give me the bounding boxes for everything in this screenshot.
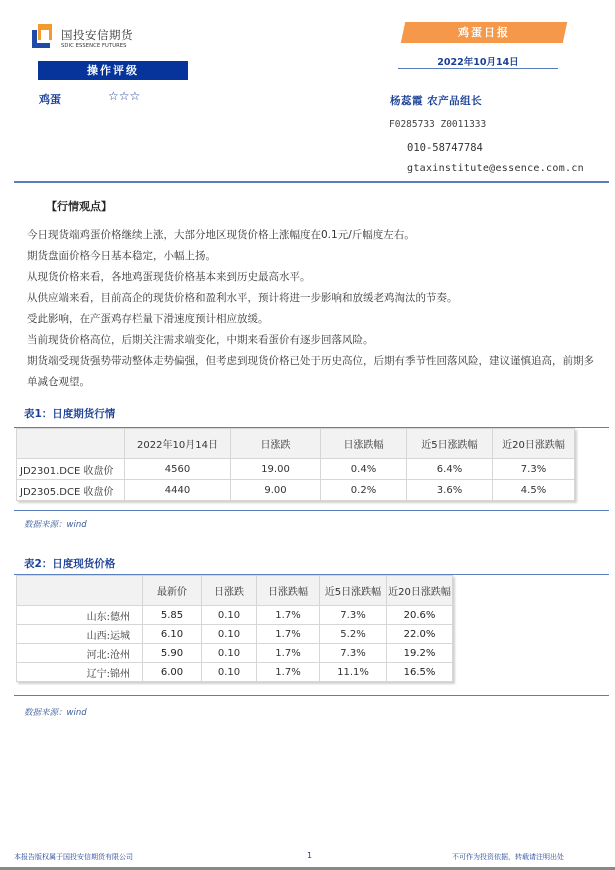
change-20d-pct: 19.2%: [387, 644, 453, 663]
contact-phone: 010-58747784: [407, 142, 483, 154]
column-header: 日涨跌幅: [257, 576, 320, 606]
table1-caption: 表1：日度期货行情: [24, 408, 116, 420]
daily-change-pct: 1.7%: [257, 625, 320, 644]
daily-change-pct: 1.7%: [257, 663, 320, 682]
company-logo: [32, 24, 152, 54]
column-header: [17, 429, 125, 459]
close-price: 4440: [125, 480, 231, 501]
column-header: 近5日涨跌幅: [407, 429, 493, 459]
spot-prices-table: [16, 575, 453, 682]
page-number: 1: [307, 851, 313, 860]
commentary-paragraph: 期货盘面价格今日基本稳定，小幅上扬。: [27, 250, 216, 262]
disclaimer-notice: 不可作为投资依据，转载请注明出处: [452, 853, 564, 861]
column-header: 日涨跌幅: [321, 429, 407, 459]
market-view-heading: 【行情观点】: [46, 200, 112, 213]
table-row: [17, 644, 453, 663]
column-header: 最新价: [143, 576, 202, 606]
daily-change-pct: 0.2%: [321, 480, 407, 501]
change-5d-pct: 6.4%: [407, 459, 493, 480]
close-price: 4560: [125, 459, 231, 480]
commentary-paragraph: 从现货价格来看，各地鸡蛋现货价格基本来到历史最高水平。: [27, 271, 311, 283]
change-5d-pct: 7.3%: [320, 644, 387, 663]
change-20d-pct: 20.6%: [387, 606, 453, 625]
table-row: [17, 625, 453, 644]
column-header: 日涨跌: [202, 576, 257, 606]
daily-change: 9.00: [231, 480, 321, 501]
column-header: [17, 576, 143, 606]
table2-bottom-divider: [14, 695, 609, 696]
column-header: 近20日涨跌幅: [387, 576, 453, 606]
daily-change: 0.10: [202, 606, 257, 625]
contact-email[interactable]: gtaxinstitute@essence.com.cn: [407, 163, 584, 174]
commentary-paragraph: 期货端受现货强势带动整体走势偏强，但考虑到现货价格已处于历史高位，后期有季节性回落风险，建议谨慎追高，前期多单减仓观望。: [27, 355, 594, 388]
rating-label-bar: 操作评级: [38, 61, 188, 80]
daily-change: 0.10: [202, 663, 257, 682]
change-20d-pct: 22.0%: [387, 625, 453, 644]
logo-text-cn: 国投安信期货: [61, 28, 133, 42]
table-row: [17, 459, 575, 480]
region-label: 山东:德州: [17, 606, 143, 625]
header-divider: [14, 181, 609, 183]
contract-label: JD2301.DCE 收盘价: [17, 459, 125, 480]
market-commentary: [27, 225, 597, 393]
column-header: 日涨跌: [231, 429, 321, 459]
daily-change-pct: 0.4%: [321, 459, 407, 480]
commentary-paragraph: 从供应端来看，目前高企的现货价格和盈利水平，预计将进一步影响和放缓老鸡淘汰的节奏。: [27, 292, 458, 304]
change-20d-pct: 16.5%: [387, 663, 453, 682]
daily-change-pct: 1.7%: [257, 606, 320, 625]
latest-price: 5.90: [143, 644, 202, 663]
analyst-licenses: F0285733 Z0011333: [389, 119, 487, 130]
daily-change: 0.10: [202, 644, 257, 663]
column-header: 2022年10月14日: [125, 429, 231, 459]
report-title: 鸡蛋日报: [458, 26, 510, 39]
contract-label: JD2305.DCE 收盘价: [17, 480, 125, 501]
latest-price: 5.85: [143, 606, 202, 625]
product-name: 鸡蛋: [39, 93, 61, 106]
table2-caption: 表2：日度现货价格: [24, 558, 116, 570]
report-date: 2022年10月14日: [437, 57, 519, 68]
table1-bottom-divider: [14, 510, 609, 511]
region-label: 辽宁:锦州: [17, 663, 143, 682]
table1-source: 数据来源：wind: [24, 520, 87, 530]
logo-text-en: SDIC ESSENCE FUTURES: [61, 43, 127, 49]
futures-quotes-table: [16, 428, 575, 501]
logo-mark-icon: [32, 24, 54, 50]
change-5d-pct: 3.6%: [407, 480, 493, 501]
daily-change: 0.10: [202, 625, 257, 644]
column-header: 近5日涨跌幅: [320, 576, 387, 606]
date-divider: [398, 68, 558, 69]
daily-change: 19.00: [231, 459, 321, 480]
change-5d-pct: 11.1%: [320, 663, 387, 682]
change-20d-pct: 7.3%: [493, 459, 575, 480]
copyright-notice: 本报告版权属于国投安信期货有限公司: [14, 853, 133, 861]
commentary-paragraph: 今日现货端鸡蛋价格继续上涨，大部分地区现货价格上涨幅度在0.1元/斤幅度左右。: [27, 229, 415, 241]
table2-source: 数据来源：wind: [24, 708, 87, 718]
analyst-name: 杨蕊霞 农产品组长: [390, 95, 483, 107]
change-5d-pct: 7.3%: [320, 606, 387, 625]
commentary-paragraph: 受此影响，在产蛋鸡存栏量下滑速度预计相应放缓。: [27, 313, 269, 325]
daily-change-pct: 1.7%: [257, 644, 320, 663]
table-header-row: [17, 429, 575, 459]
table-row: [17, 663, 453, 682]
change-20d-pct: 4.5%: [493, 480, 575, 501]
commentary-paragraph: 当前现货价格高位，后期关注需求端变化，中期来看蛋价有逐步回落风险。: [27, 334, 374, 346]
rating-stars-icon: ☆☆☆: [108, 89, 141, 103]
table-row: [17, 480, 575, 501]
region-label: 山西:运城: [17, 625, 143, 644]
latest-price: 6.00: [143, 663, 202, 682]
table-row: [17, 606, 453, 625]
table-header-row: [17, 576, 453, 606]
change-5d-pct: 5.2%: [320, 625, 387, 644]
latest-price: 6.10: [143, 625, 202, 644]
column-header: 近20日涨跌幅: [493, 429, 575, 459]
region-label: 河北:沧州: [17, 644, 143, 663]
